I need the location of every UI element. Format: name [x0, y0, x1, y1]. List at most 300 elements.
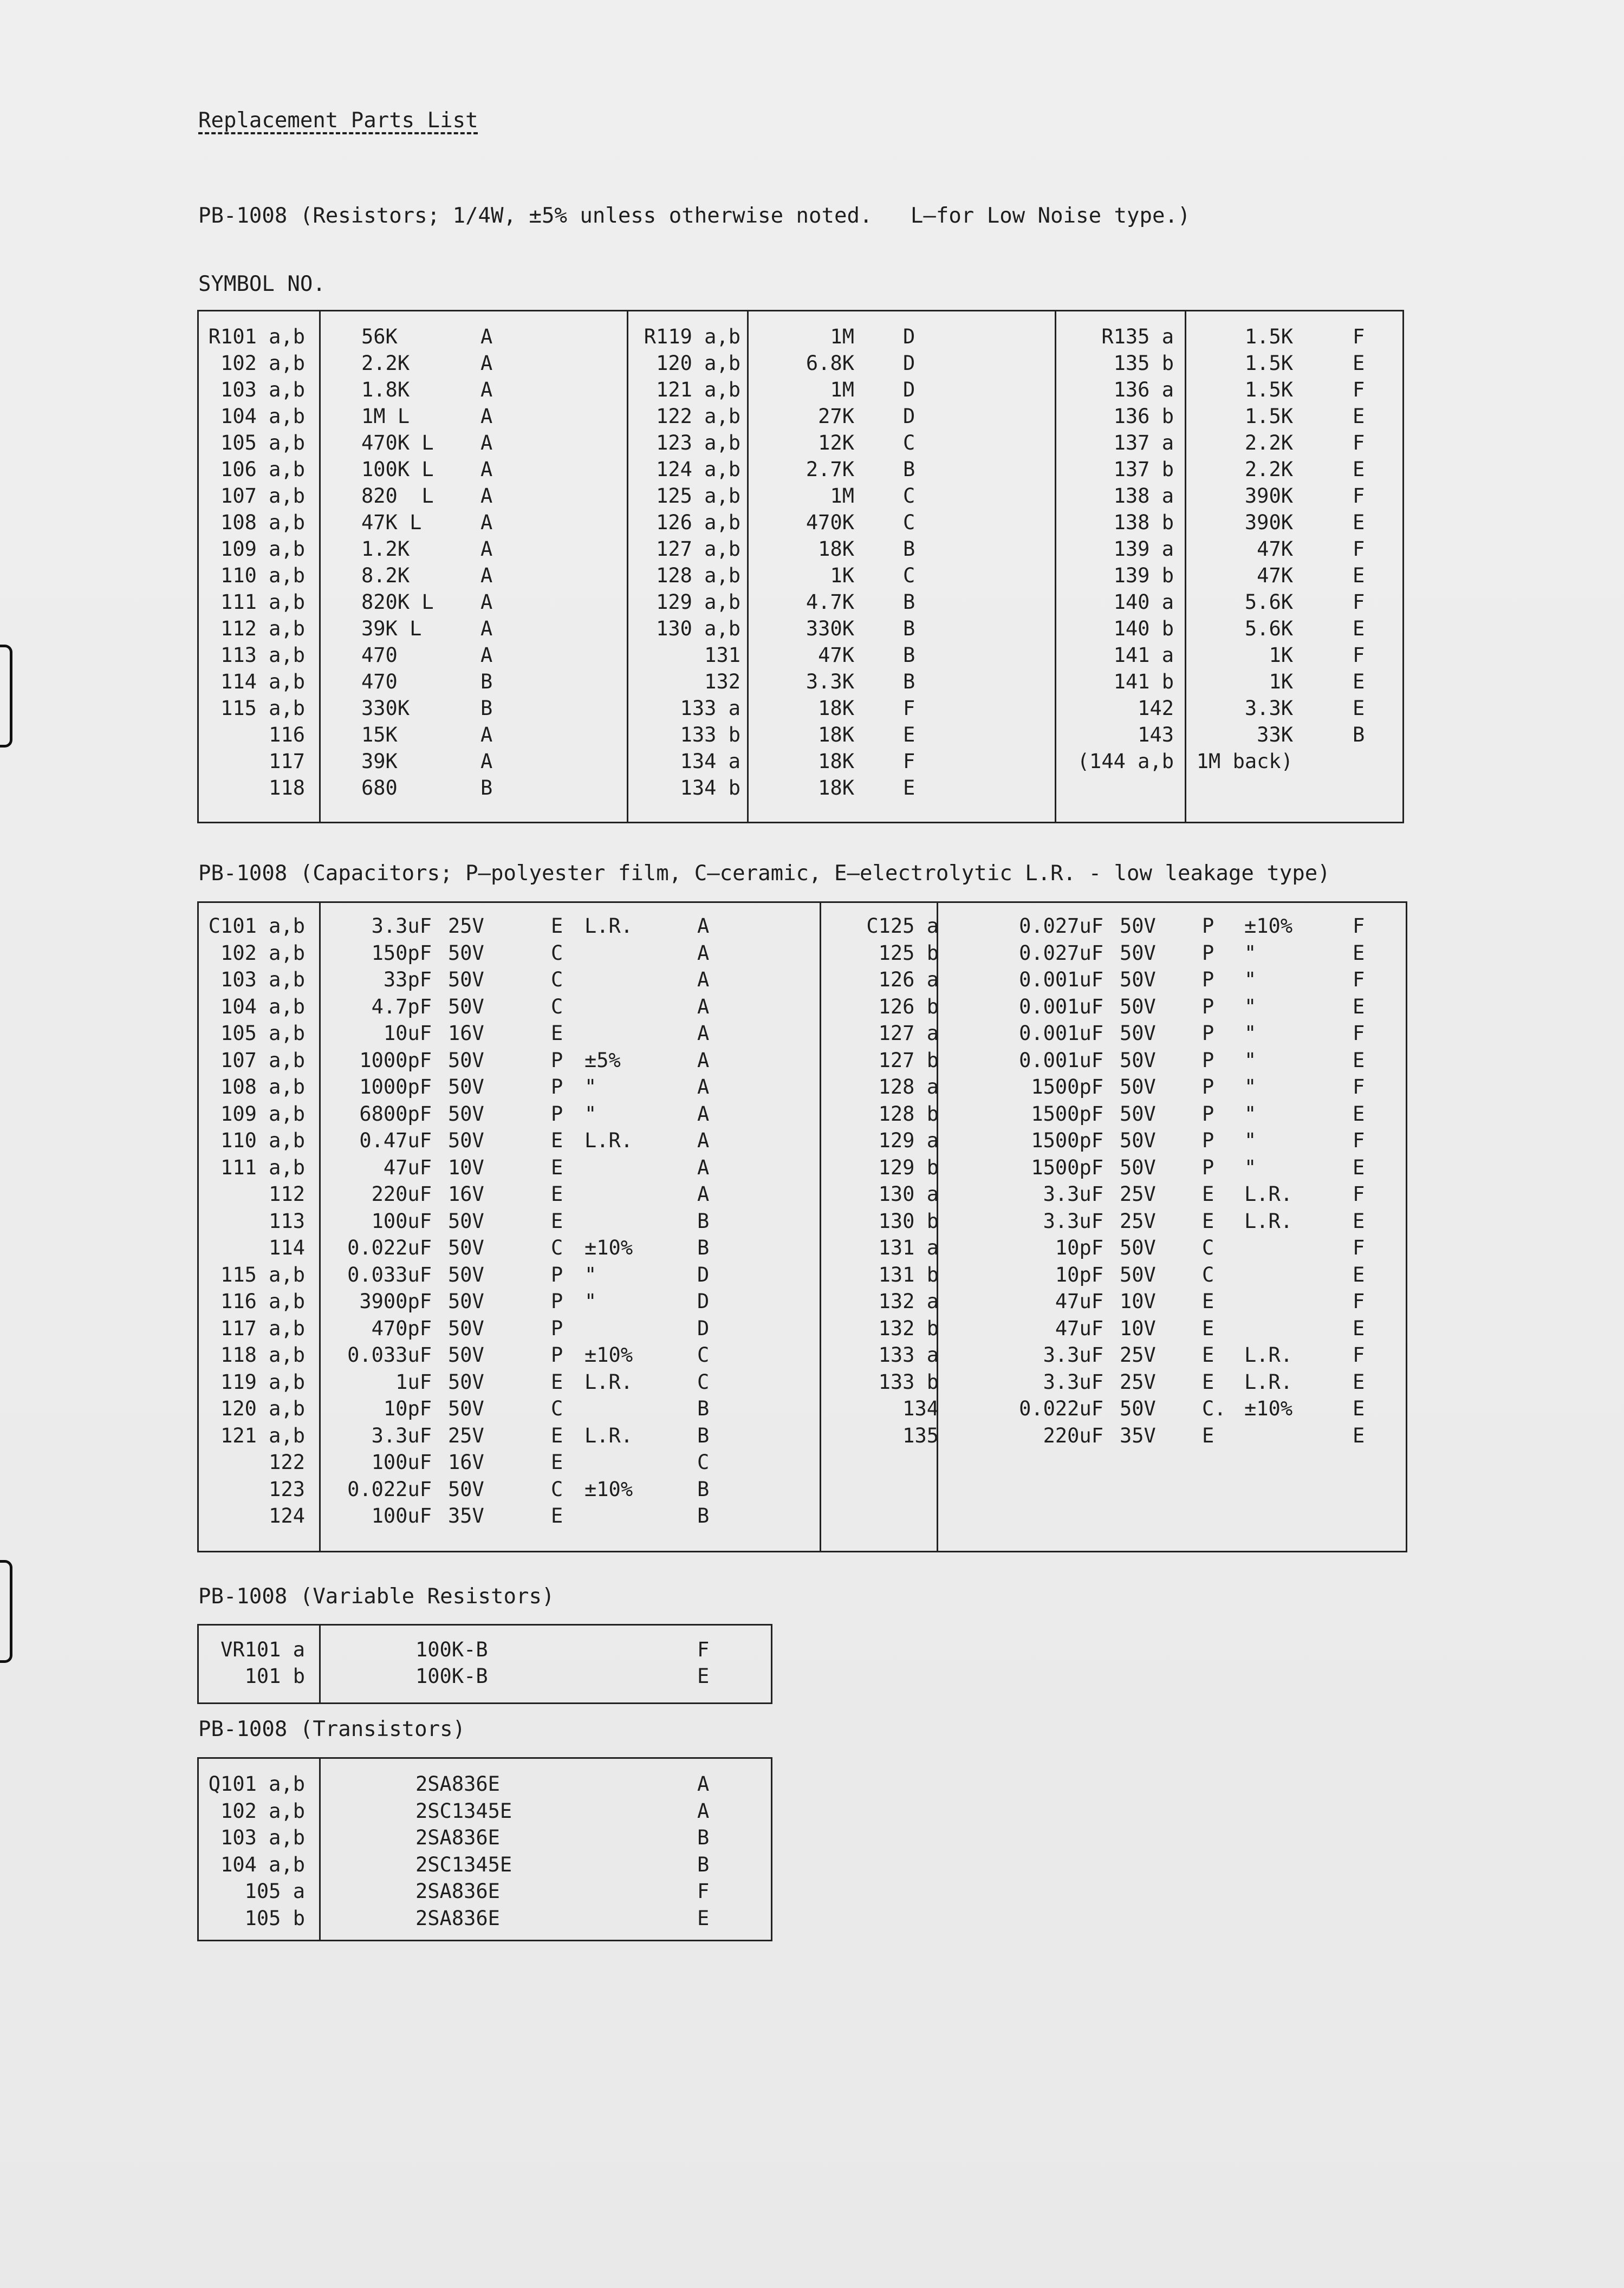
table-cell: P: [551, 1102, 563, 1126]
table-cell: P: [1202, 941, 1214, 965]
table-cell: P: [1202, 1048, 1214, 1072]
table-cell: E: [551, 1370, 563, 1394]
table-cell: E: [1202, 1290, 1214, 1313]
table-cell: 390K: [1244, 484, 1293, 508]
table-row: [199, 1395, 1406, 1422]
table-cell: 8.2K: [361, 564, 410, 587]
table-cell: 10V: [448, 1155, 484, 1179]
table-cell: 50V: [448, 1397, 484, 1420]
table-cell: 50V: [448, 1048, 484, 1072]
table-cell: P: [1202, 994, 1214, 1018]
table-cell: 138 b: [1113, 511, 1174, 534]
table-cell: 150pF: [371, 941, 432, 965]
table-cell: C: [697, 1451, 710, 1474]
table-row: [199, 1342, 1406, 1369]
table-cell: 50V: [448, 1102, 484, 1126]
table-cell: 3.3uF: [1043, 1209, 1103, 1233]
table-cell: 16V: [448, 1022, 484, 1045]
table-cell: 25V: [1120, 1209, 1156, 1233]
table-cell: 47K: [1257, 537, 1293, 561]
table-cell: 2SA836E: [415, 1826, 500, 1849]
table-cell: 47K: [1257, 564, 1293, 587]
table-row: [199, 1154, 1406, 1181]
table-cell: 116: [269, 723, 305, 746]
table-cell: 2SA836E: [415, 1772, 500, 1796]
table-cell: B: [480, 697, 493, 720]
table-cell: C: [551, 968, 563, 991]
table-cell: L.R.: [584, 1370, 633, 1394]
table-cell: P: [551, 1048, 563, 1072]
table-cell: ±10%: [584, 1236, 633, 1259]
table-cell: 50V: [448, 1370, 484, 1394]
table-row: [199, 483, 1402, 510]
table-row: [199, 536, 1402, 563]
table-cell: 135: [902, 1424, 939, 1447]
table-cell: R101 a,b: [208, 325, 305, 348]
table-cell: 129 a,b: [656, 590, 740, 614]
table-cell: 47uF: [1055, 1290, 1103, 1313]
table-cell: 27K: [818, 405, 854, 428]
table-cell: E: [1353, 1316, 1365, 1340]
table-cell: ±10%: [1244, 914, 1293, 938]
table-cell: 2.2K: [361, 352, 410, 375]
table-cell: 1.5K: [1244, 405, 1293, 428]
table-cell: 143: [1138, 723, 1174, 746]
table-cell: 129 b: [878, 1155, 939, 1179]
table-cell: ": [584, 1102, 597, 1126]
table-cell: 1M: [830, 484, 854, 508]
table-cell: 131: [704, 644, 740, 667]
table-cell: 104 a,b: [220, 994, 305, 1018]
symbol-no-label: SYMBOL NO.: [198, 272, 326, 296]
table-cell: 33K: [1257, 723, 1293, 746]
table-cell: E: [1353, 617, 1365, 640]
table-row: [199, 668, 1402, 696]
table-cell: A: [480, 484, 493, 508]
table-cell: 47uF: [1055, 1316, 1103, 1340]
table-cell: 111 a,b: [220, 590, 305, 614]
table-cell: E: [903, 723, 915, 746]
table-cell: B: [697, 1236, 710, 1259]
table-cell: B: [697, 1504, 710, 1528]
table-row: [199, 1878, 771, 1905]
table-cell: C: [551, 1477, 563, 1501]
table-cell: C101 a,b: [208, 914, 305, 938]
table-cell: B: [903, 644, 915, 667]
table-cell: B: [697, 1209, 710, 1233]
table-cell: (144 a,b: [1077, 750, 1174, 773]
table-row: [199, 456, 1402, 483]
table-cell: 121 a,b: [656, 378, 740, 401]
table-row: [199, 1422, 1406, 1450]
table-cell: E: [697, 1906, 710, 1930]
table-cell: 119 a,b: [220, 1370, 305, 1394]
table-cell: D: [903, 352, 915, 375]
table-cell: 470K: [805, 511, 854, 534]
table-row: [199, 562, 1402, 589]
table-cell: 47K L: [361, 511, 422, 534]
table-cell: E: [1353, 1209, 1365, 1233]
table-cell: 6.8K: [805, 352, 854, 375]
table-cell: ±10%: [584, 1343, 633, 1367]
table-cell: E: [551, 1451, 563, 1474]
table-row: [199, 1771, 771, 1798]
table-cell: 131 a: [878, 1236, 939, 1259]
table-cell: 132: [704, 670, 740, 693]
table-cell: C: [1202, 1236, 1214, 1259]
table-cell: 3.3uF: [1043, 1182, 1103, 1206]
table-cell: ": [1244, 1048, 1257, 1072]
table-cell: 0.033uF: [347, 1263, 432, 1286]
table-cell: 470: [361, 644, 398, 667]
table-cell: 120 a,b: [656, 352, 740, 375]
table-cell: 103 a,b: [220, 968, 305, 991]
table-row: [199, 509, 1402, 536]
table-cell: A: [480, 617, 493, 640]
table-cell: 4.7pF: [371, 994, 432, 1018]
table-row: [199, 615, 1402, 642]
table-cell: 10pF: [1055, 1263, 1103, 1286]
table-cell: 35V: [448, 1504, 484, 1528]
table-cell: 127 a,b: [656, 537, 740, 561]
table-cell: 125 a,b: [656, 484, 740, 508]
table-cell: 131 b: [878, 1263, 939, 1286]
table-cell: 133 b: [878, 1370, 939, 1394]
table-cell: 50V: [1120, 1102, 1156, 1126]
table-row: [199, 350, 1402, 377]
table-cell: E: [1353, 670, 1365, 693]
table-cell: 130 b: [878, 1209, 939, 1233]
table-cell: A: [697, 1129, 710, 1152]
table-cell: 127 a: [878, 1022, 939, 1045]
table-cell: E: [1353, 1370, 1365, 1394]
table-cell: 1.5K: [1244, 325, 1293, 348]
table-cell: 1.2K: [361, 537, 410, 561]
table-cell: C: [551, 994, 563, 1018]
table-cell: 18K: [818, 537, 854, 561]
table-cell: 133 b: [680, 723, 740, 746]
table-cell: 47uF: [383, 1155, 432, 1179]
table-row: [199, 323, 1402, 350]
table-cell: 141 b: [1113, 670, 1174, 693]
table-cell: 680: [361, 776, 398, 800]
table-row: [199, 1663, 771, 1690]
table-cell: 121 a,b: [220, 1424, 305, 1447]
table-cell: 135 b: [1113, 352, 1174, 375]
table-cell: 3.3uF: [371, 1424, 432, 1447]
table-cell: B: [697, 1826, 710, 1849]
table-cell: 50V: [448, 1075, 484, 1098]
table-cell: 0.001uF: [1019, 968, 1103, 991]
table-cell: 1000pF: [359, 1075, 432, 1098]
table-cell: 50V: [1120, 994, 1156, 1018]
table-cell: F: [903, 697, 915, 720]
table-cell: E: [1202, 1209, 1214, 1233]
transistors-table: [197, 1757, 772, 1941]
table-cell: 0.001uF: [1019, 1022, 1103, 1045]
table-cell: 105 a: [244, 1880, 305, 1903]
table-cell: E: [1353, 1155, 1365, 1179]
table-row: [199, 642, 1402, 669]
table-cell: 25V: [448, 1424, 484, 1447]
table-cell: F: [1353, 1343, 1365, 1367]
table-cell: P: [1202, 968, 1214, 991]
table-cell: 18K: [818, 776, 854, 800]
transistors-heading: PB-1008 (Transistors): [198, 1717, 466, 1741]
table-cell: P: [551, 1263, 563, 1286]
table-cell: 18K: [818, 697, 854, 720]
table-cell: E: [1353, 352, 1365, 375]
table-cell: E: [1353, 564, 1365, 587]
table-cell: 117: [269, 750, 305, 773]
binder-hole-mark: [0, 1560, 12, 1663]
table-cell: 139 b: [1113, 564, 1174, 587]
table-cell: F: [1353, 1236, 1365, 1259]
table-cell: 2.7K: [805, 458, 854, 481]
table-cell: ": [584, 1290, 597, 1313]
table-cell: 1500pF: [1031, 1075, 1103, 1098]
table-cell: 470K L: [361, 431, 434, 454]
table-cell: 111 a,b: [220, 1155, 305, 1179]
table-row: [199, 775, 1402, 802]
table-cell: 16V: [448, 1451, 484, 1474]
table-cell: ": [1244, 1155, 1257, 1179]
table-cell: P: [1202, 1022, 1214, 1045]
table-cell: 130 a: [878, 1182, 939, 1206]
table-cell: A: [697, 1772, 710, 1796]
table-cell: 10pF: [1055, 1236, 1103, 1259]
table-cell: B: [903, 537, 915, 561]
table-cell: 114 a,b: [220, 670, 305, 693]
table-cell: A: [480, 537, 493, 561]
table-cell: 10pF: [383, 1397, 432, 1420]
table-cell: 470: [361, 670, 398, 693]
table-cell: 128 b: [878, 1102, 939, 1126]
table-cell: 50V: [448, 1316, 484, 1340]
table-row: [199, 589, 1402, 616]
table-cell: 18K: [818, 750, 854, 773]
table-cell: 133 a: [878, 1343, 939, 1367]
table-cell: 141 a: [1113, 644, 1174, 667]
table-cell: C: [551, 941, 563, 965]
table-row: [199, 940, 1406, 967]
table-row: [199, 966, 1406, 993]
table-cell: ±5%: [584, 1048, 621, 1072]
table-cell: P: [1202, 914, 1214, 938]
table-cell: F: [1353, 1075, 1365, 1098]
table-cell: 115 a,b: [220, 1263, 305, 1286]
resistors-heading: PB-1008 (Resistors; 1/4W, ±5% unless otherwise noted. L—for Low Noise type.): [198, 204, 1191, 228]
table-cell: 15K: [361, 723, 398, 746]
table-cell: C: [551, 1236, 563, 1259]
table-cell: E: [1202, 1370, 1214, 1394]
table-cell: 25V: [1120, 1343, 1156, 1367]
table-cell: ±10%: [584, 1477, 633, 1501]
table-row: [199, 1503, 1406, 1530]
table-cell: 3.3K: [1244, 697, 1293, 720]
table-cell: ": [1244, 1102, 1257, 1126]
table-cell: 50V: [1120, 914, 1156, 938]
table-cell: 134 b: [680, 776, 740, 800]
table-cell: 50V: [1120, 1129, 1156, 1152]
resistors-table: [197, 310, 1404, 823]
table-cell: 112: [269, 1182, 305, 1206]
table-cell: 56K: [361, 325, 398, 348]
table-cell: 2.2K: [1244, 458, 1293, 481]
table-cell: 50V: [1120, 941, 1156, 965]
table-row: [199, 1288, 1406, 1315]
table-cell: 10V: [1120, 1290, 1156, 1313]
table-cell: F: [1353, 378, 1365, 401]
table-cell: 126 b: [878, 994, 939, 1018]
table-cell: 3900pF: [359, 1290, 432, 1313]
table-cell: 0.027uF: [1019, 941, 1103, 965]
table-cell: E: [1353, 511, 1365, 534]
table-cell: 50V: [1120, 968, 1156, 991]
table-cell: 134 a: [680, 750, 740, 773]
table-cell: 108 a,b: [220, 511, 305, 534]
table-cell: 100uF: [371, 1451, 432, 1474]
table-cell: 50V: [448, 1343, 484, 1367]
table-cell: 12K: [818, 431, 854, 454]
table-cell: 140 b: [1113, 617, 1174, 640]
table-cell: 1uF: [395, 1370, 432, 1394]
table-cell: F: [1353, 484, 1365, 508]
table-cell: 128 a,b: [656, 564, 740, 587]
table-cell: 220uF: [371, 1182, 432, 1206]
table-cell: 123 a,b: [656, 431, 740, 454]
table-cell: 50V: [448, 1209, 484, 1233]
table-row: [199, 1181, 1406, 1208]
capacitors-table: [197, 901, 1407, 1552]
table-cell: A: [697, 1155, 710, 1179]
table-cell: 118: [269, 776, 305, 800]
table-cell: E: [551, 1022, 563, 1045]
table-cell: 1.8K: [361, 378, 410, 401]
table-cell: 39K: [361, 750, 398, 773]
table-cell: 50V: [448, 1263, 484, 1286]
table-cell: R135 a: [1101, 325, 1174, 348]
table-cell: E: [1353, 458, 1365, 481]
table-cell: C125 a: [866, 914, 939, 938]
table-row: [199, 1074, 1406, 1101]
table-cell: 142: [1138, 697, 1174, 720]
table-cell: 390K: [1244, 511, 1293, 534]
table-cell: E: [551, 914, 563, 938]
table-cell: A: [697, 1102, 710, 1126]
table-cell: F: [1353, 1129, 1365, 1152]
table-cell: 16V: [448, 1182, 484, 1206]
table-cell: 104 a,b: [220, 405, 305, 428]
table-cell: A: [480, 352, 493, 375]
table-cell: 127 b: [878, 1048, 939, 1072]
table-cell: C.: [1202, 1397, 1226, 1420]
table-cell: 50V: [1120, 1022, 1156, 1045]
table-cell: ": [584, 1263, 597, 1286]
table-cell: 132 b: [878, 1316, 939, 1340]
table-cell: 1K: [830, 564, 854, 587]
table-cell: F: [1353, 1290, 1365, 1313]
table-cell: A: [480, 405, 493, 428]
table-cell: 123: [269, 1477, 305, 1501]
table-cell: 25V: [1120, 1370, 1156, 1394]
table-cell: E: [1353, 1397, 1365, 1420]
table-cell: C: [551, 1397, 563, 1420]
table-cell: E: [1353, 994, 1365, 1018]
table-cell: 110 a,b: [220, 564, 305, 587]
table-cell: B: [697, 1424, 710, 1447]
table-cell: L.R.: [1244, 1209, 1293, 1233]
table-row: [199, 403, 1402, 430]
table-cell: 5.6K: [1244, 617, 1293, 640]
table-cell: ": [584, 1075, 597, 1098]
table-cell: F: [1353, 590, 1365, 614]
table-row: [199, 748, 1402, 775]
table-cell: B: [697, 1397, 710, 1420]
table-row: [199, 1208, 1406, 1235]
table-cell: P: [551, 1290, 563, 1313]
table-cell: A: [480, 378, 493, 401]
table-cell: 132 a: [878, 1290, 939, 1313]
table-cell: B: [480, 776, 493, 800]
table-cell: B: [903, 590, 915, 614]
table-cell: 100K-B: [415, 1665, 488, 1688]
table-cell: 2SA836E: [415, 1880, 500, 1903]
table-cell: 50V: [1120, 1397, 1156, 1420]
table-cell: E: [1353, 941, 1365, 965]
table-cell: 116 a,b: [220, 1290, 305, 1313]
table-cell: 126 a,b: [656, 511, 740, 534]
table-cell: 107 a,b: [220, 484, 305, 508]
table-cell: 138 a: [1113, 484, 1174, 508]
table-cell: D: [903, 378, 915, 401]
table-cell: 108 a,b: [220, 1075, 305, 1098]
table-cell: E: [551, 1209, 563, 1233]
table-cell: 820 L: [361, 484, 434, 508]
table-cell: A: [480, 564, 493, 587]
table-cell: E: [1353, 1048, 1365, 1072]
table-cell: F: [1353, 431, 1365, 454]
table-cell: P: [551, 1316, 563, 1340]
table-cell: 113: [269, 1209, 305, 1233]
table-cell: ": [1244, 994, 1257, 1018]
table-cell: A: [480, 750, 493, 773]
table-cell: 0.022uF: [347, 1477, 432, 1501]
table-cell: 140 a: [1113, 590, 1174, 614]
table-cell: 35V: [1120, 1424, 1156, 1447]
table-cell: 114: [269, 1236, 305, 1259]
table-cell: 50V: [448, 994, 484, 1018]
table-cell: D: [697, 1316, 710, 1340]
table-cell: 0.001uF: [1019, 1048, 1103, 1072]
table-row: [199, 1262, 1406, 1289]
table-cell: A: [697, 968, 710, 991]
table-cell: 0.027uF: [1019, 914, 1103, 938]
table-cell: 1.5K: [1244, 352, 1293, 375]
table-cell: 100K-B: [415, 1638, 488, 1661]
table-cell: 133 a: [680, 697, 740, 720]
table-cell: L.R.: [1244, 1182, 1293, 1206]
table-cell: 3.3uF: [1043, 1343, 1103, 1367]
table-cell: E: [551, 1182, 563, 1206]
table-cell: B: [1353, 723, 1365, 746]
table-cell: 134: [902, 1397, 939, 1420]
table-cell: L.R.: [1244, 1370, 1293, 1394]
table-cell: E: [903, 776, 915, 800]
table-cell: 330K: [361, 697, 410, 720]
table-cell: F: [1353, 537, 1365, 561]
variable-resistors-heading: PB-1008 (Variable Resistors): [198, 1584, 555, 1609]
